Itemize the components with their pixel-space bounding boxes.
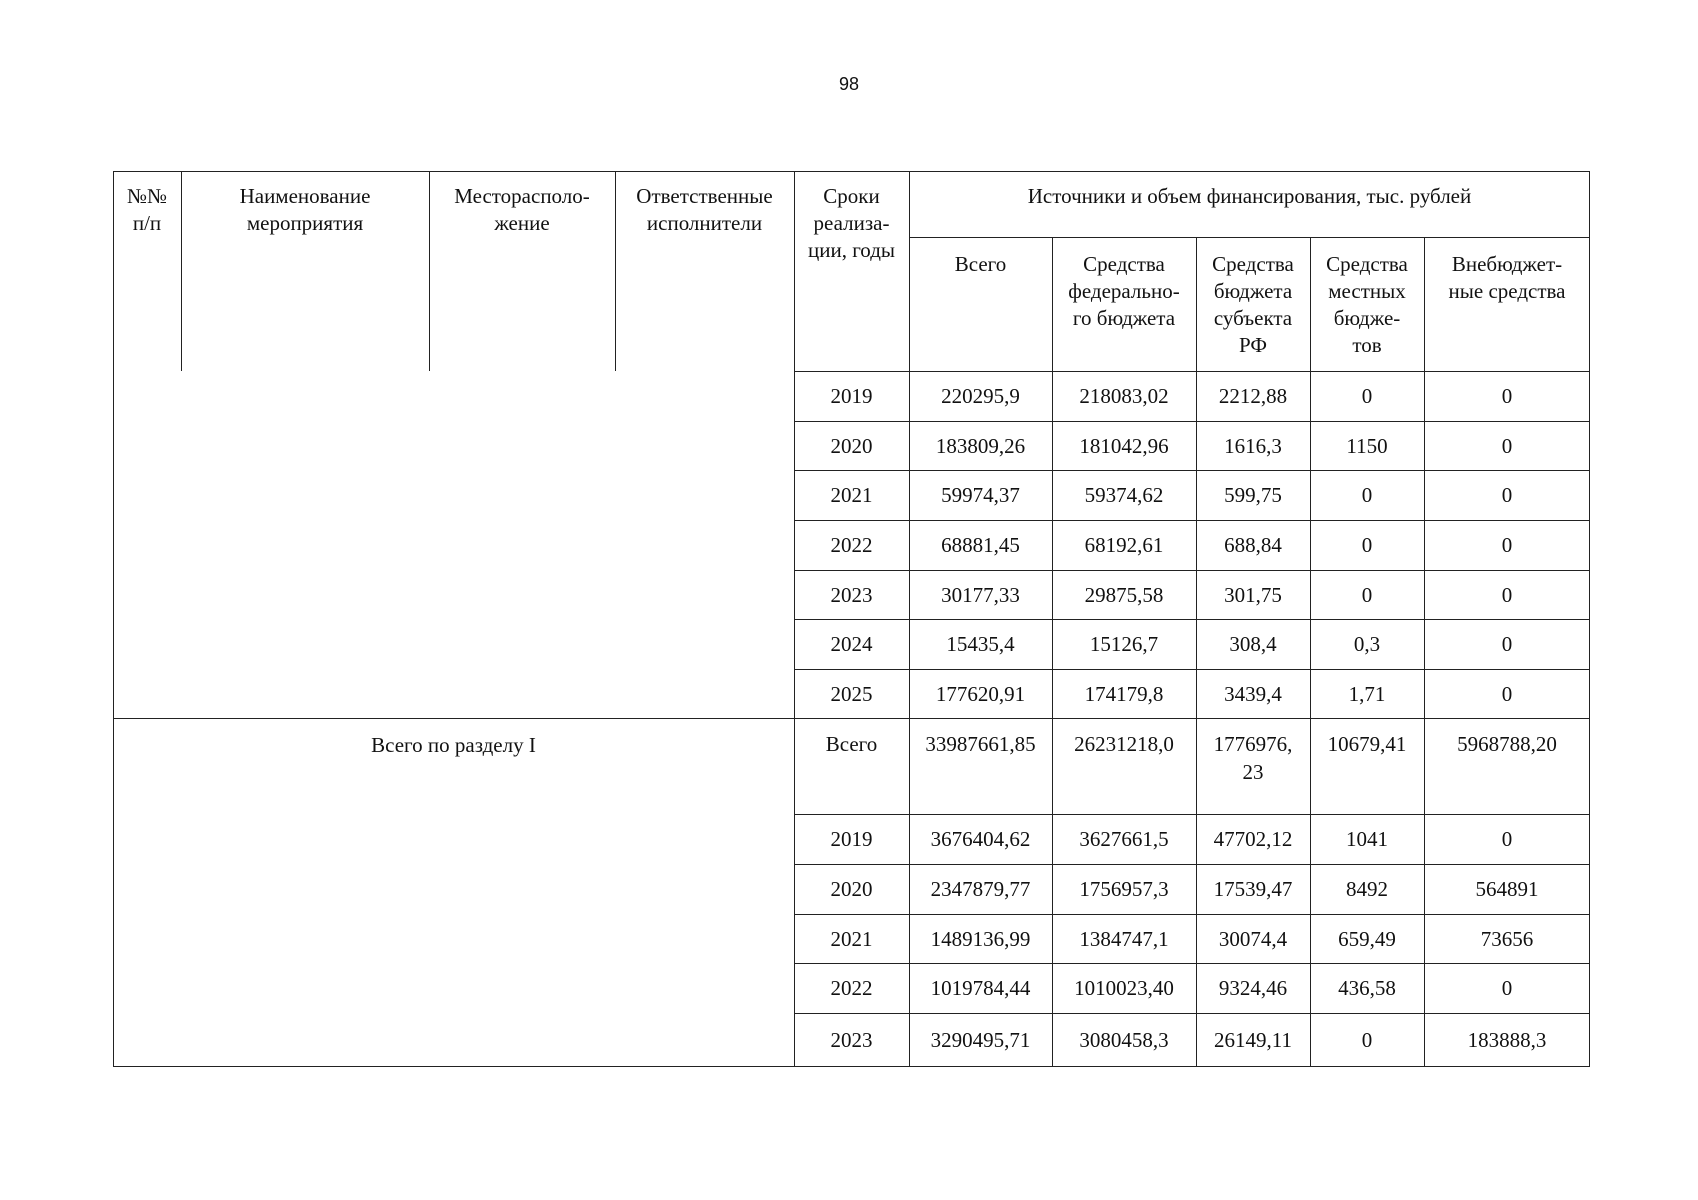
cell-local: 0: [1361, 1027, 1373, 1052]
cell-extra: 0: [1501, 433, 1513, 458]
cell-extra: 0: [1501, 681, 1513, 706]
cell-subject: 2212,88: [1218, 384, 1288, 408]
header-local: Средства местных бюдже- тов: [1326, 252, 1408, 357]
header-period: Сроки реализа- ции, годы: [808, 184, 895, 262]
cell-federal: 3080458,3: [1079, 1027, 1169, 1052]
cell-federal: 26231218,0: [1074, 732, 1174, 756]
cell-extra: 5968788,20: [1457, 732, 1557, 756]
cell-subject: 47702,12: [1213, 827, 1293, 851]
cell-extra: 0: [1501, 582, 1513, 607]
cell-local: 0: [1361, 384, 1373, 408]
cell-year: 2019: [830, 827, 873, 851]
cell-extra: 0: [1501, 827, 1513, 851]
cell-subject: 17539,47: [1213, 877, 1293, 901]
section-total-line: [113, 718, 1590, 719]
cell-federal: 15126,7: [1089, 632, 1159, 656]
subheader-line: [909, 237, 1590, 238]
cell-local: 0: [1361, 483, 1373, 507]
cell-federal: 1756957,3: [1079, 877, 1169, 901]
cell-local: 0: [1361, 533, 1373, 557]
cell-local: 8492: [1346, 877, 1388, 901]
cell-subject: 9324,46: [1218, 976, 1288, 1000]
cell-subject: 599,75: [1224, 483, 1282, 507]
cell-federal: 3627661,5: [1079, 827, 1169, 851]
cell-total: 2347879,77: [930, 877, 1031, 901]
cell-year: 2023: [830, 582, 873, 607]
cell-year: 2020: [830, 433, 873, 458]
cell-year: 2022: [830, 976, 873, 1000]
row-line: [794, 963, 1590, 964]
cell-local: 659,49: [1338, 926, 1396, 951]
cell-year: 2019: [830, 384, 873, 408]
cell-federal: 1384747,1: [1079, 926, 1169, 951]
header-federal: Средства федерально- го бюджета: [1068, 252, 1180, 330]
cell-total: 3290495,71: [930, 1027, 1031, 1052]
row-line: [794, 914, 1590, 915]
header-extra: Внебюджет- ные средства: [1448, 252, 1566, 303]
cell-local: 1041: [1346, 827, 1388, 851]
cell-total: 1019784,44: [930, 976, 1031, 1000]
cell-year: 2024: [830, 632, 873, 656]
cell-total: 59974,37: [941, 483, 1020, 507]
cell-extra: 564891: [1475, 877, 1539, 901]
cell-federal: 1010023,40: [1074, 976, 1174, 1000]
row-line: [794, 421, 1590, 422]
cell-extra: 0: [1501, 384, 1513, 408]
header-executors: Ответственные исполнители: [636, 184, 773, 235]
header-subject: Средства бюджета субъекта РФ: [1212, 252, 1294, 357]
cell-extra: 0: [1501, 976, 1513, 1000]
cell-subject: 1616,3: [1224, 433, 1282, 458]
header-num: №№ п/п: [126, 184, 168, 235]
row-line: [794, 669, 1590, 670]
header-bottom-line: [794, 371, 1590, 372]
cell-total: 177620,91: [935, 681, 1026, 706]
cell-local: 0,3: [1353, 632, 1381, 656]
cell-federal: 174179,8: [1084, 681, 1164, 706]
cell-total: 68881,45: [941, 533, 1020, 557]
cell-year: 2021: [830, 483, 873, 507]
section-total-label: Всего по разделу I: [371, 733, 536, 757]
row-line: [794, 864, 1590, 865]
cell-federal: 68192,61: [1084, 533, 1164, 557]
table-border-top: [113, 171, 1590, 172]
cell-total: 33987661,85: [925, 732, 1036, 756]
cell-subject: 1776976, 23: [1213, 732, 1293, 784]
row-line: [794, 570, 1590, 571]
row-line: [794, 520, 1590, 521]
page-number: 98: [838, 74, 860, 94]
table-border-bottom: [113, 1066, 1590, 1067]
cell-year: 2020: [830, 877, 873, 901]
header-financing: Источники и объем финансирования, тыс. рублей: [1027, 184, 1472, 208]
cell-total: 15435,4: [946, 632, 1015, 656]
cell-subject: 30074,4: [1218, 926, 1288, 951]
cell-year: 2021: [830, 926, 873, 951]
cell-federal: 218083,02: [1079, 384, 1169, 408]
cell-local: 0: [1361, 582, 1373, 607]
cell-total: 183809,26: [935, 433, 1026, 458]
header-total: Всего: [954, 252, 1007, 276]
header-name: Наименование мероприятия: [239, 184, 371, 235]
cell-local: 436,58: [1338, 976, 1396, 1000]
cell-total: 30177,33: [941, 582, 1020, 607]
cell-extra: 183888,3: [1467, 1027, 1547, 1052]
cell-extra: 0: [1501, 533, 1513, 557]
cell-year: 2023: [830, 1027, 873, 1052]
row-line: [794, 470, 1590, 471]
cell-subject: 26149,11: [1214, 1027, 1292, 1052]
financing-table: [113, 171, 1590, 1067]
cell-federal: 59374,62: [1084, 483, 1164, 507]
cell-subject: 301,75: [1224, 582, 1282, 607]
cell-subject: 3439,4: [1224, 681, 1282, 706]
cell-local: 1,71: [1348, 681, 1386, 706]
cell-total: 220295,9: [941, 384, 1020, 408]
cell-subject: 688,84: [1224, 533, 1282, 557]
cell-year: 2025: [830, 681, 873, 706]
cell-federal: 181042,96: [1079, 433, 1169, 458]
cell-extra: 73656: [1480, 926, 1534, 951]
row-line: [794, 619, 1590, 620]
cell-local: 10679,41: [1327, 732, 1407, 756]
cell-total: 1489136,99: [930, 926, 1031, 951]
cell-year: 2022: [830, 533, 873, 557]
cell-year: Всего: [825, 732, 878, 756]
cell-extra: 0: [1501, 632, 1513, 656]
row-line: [794, 814, 1590, 815]
header-location: Месторасполо- жение: [454, 184, 590, 235]
cell-local: 1150: [1346, 433, 1388, 458]
table-border-left: [113, 171, 114, 1067]
row-line: [794, 1013, 1590, 1014]
cell-subject: 308,4: [1229, 632, 1277, 656]
cell-federal: 29875,58: [1084, 582, 1164, 607]
cell-extra: 0: [1501, 483, 1513, 507]
cell-total: 3676404,62: [930, 827, 1031, 851]
